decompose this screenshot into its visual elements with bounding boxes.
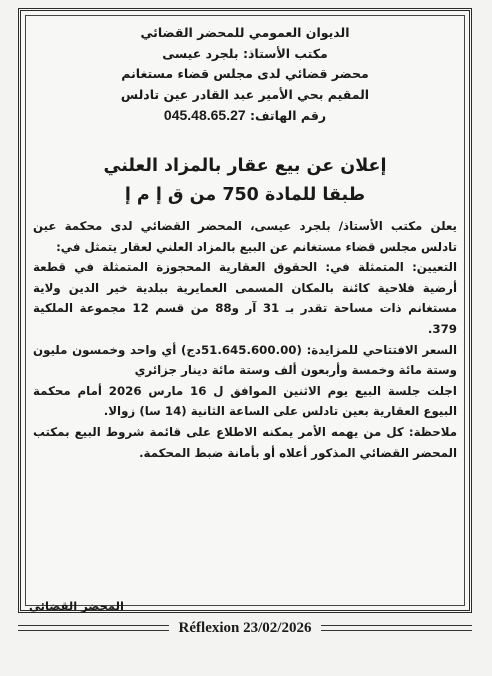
announcement-paragraph: يعلن مكتب الأستاذ/ بلجرد عيسى، المحضر القضائي لدى محكمة عين تادلس مجلس قضاء مستغانم عن البيع بالمزاد العلني لعقار يتمثل في: (33, 219, 457, 254)
phone-label: رقم الهاتف: (250, 108, 327, 123)
office-address: المقيم بحي الأمير عبد القادر عين تادلس (120, 86, 370, 102)
footer-rule-left (18, 625, 169, 631)
title-line-1: إعلان عن بيع عقار بالمزاد العلني (103, 156, 387, 176)
phone-number: 045.48.65.27 (163, 107, 246, 123)
bailiff-name: مكتب الأستاذ: بلجرد عيسى (162, 45, 328, 61)
footer-rule-right (321, 625, 472, 631)
title-line-2: طبقا للمادة 750 من ق إ م إ (124, 185, 366, 205)
notice-title (21, 152, 469, 210)
signature: المحضر القضائي (29, 599, 124, 613)
note-paragraph: ملاحظة: كل من يهمه الأمر يمكنه الاطلاع على قائمة شروط البيع بمكتب المحضر القضائي المذكور أعلاه أو بأمانة ضبط المحكمة. (33, 424, 457, 460)
notice-header (21, 23, 469, 127)
property-designation: التعيين: المتمثلة في: الحقوق العقارية المحجوزة المتمثلة في قطعة أرضية فلاحية كائنة بالمكان المسمى العمايرية ببلدية خير الدين ولاية مستغانم ذات مساحة تقدر بـ 31 آر و88 من قسم 12 مجموعة الملكية 379. (33, 260, 457, 336)
legal-notice (18, 8, 472, 613)
publication-reference: Réflexion 23/02/2026 (178, 619, 312, 636)
publication-footer (18, 617, 472, 639)
sale-session: اجلت جلسة البيع يوم الاثنين الموافق ل 16 مارس 2026 أمام محكمة البيوع العقارية بعين تادلس على الساعة الثانية (14 سا) زوالا. (33, 383, 457, 419)
bailiff-jurisdiction: محضر قضائي لدى مجلس قضاء مستغانم (121, 66, 369, 81)
opening-price: السعر الافتتاحي للمزايدة: (51.645.600.00دج) أي واحد وخمسون مليون وستة مائة وخمسة وأربعون ألف وستة مائة دينار جزائري (33, 342, 457, 378)
office-name: الديوان العمومي للمحضر القضائي (140, 25, 350, 40)
notice-body (33, 216, 457, 463)
phone-line (21, 105, 469, 127)
